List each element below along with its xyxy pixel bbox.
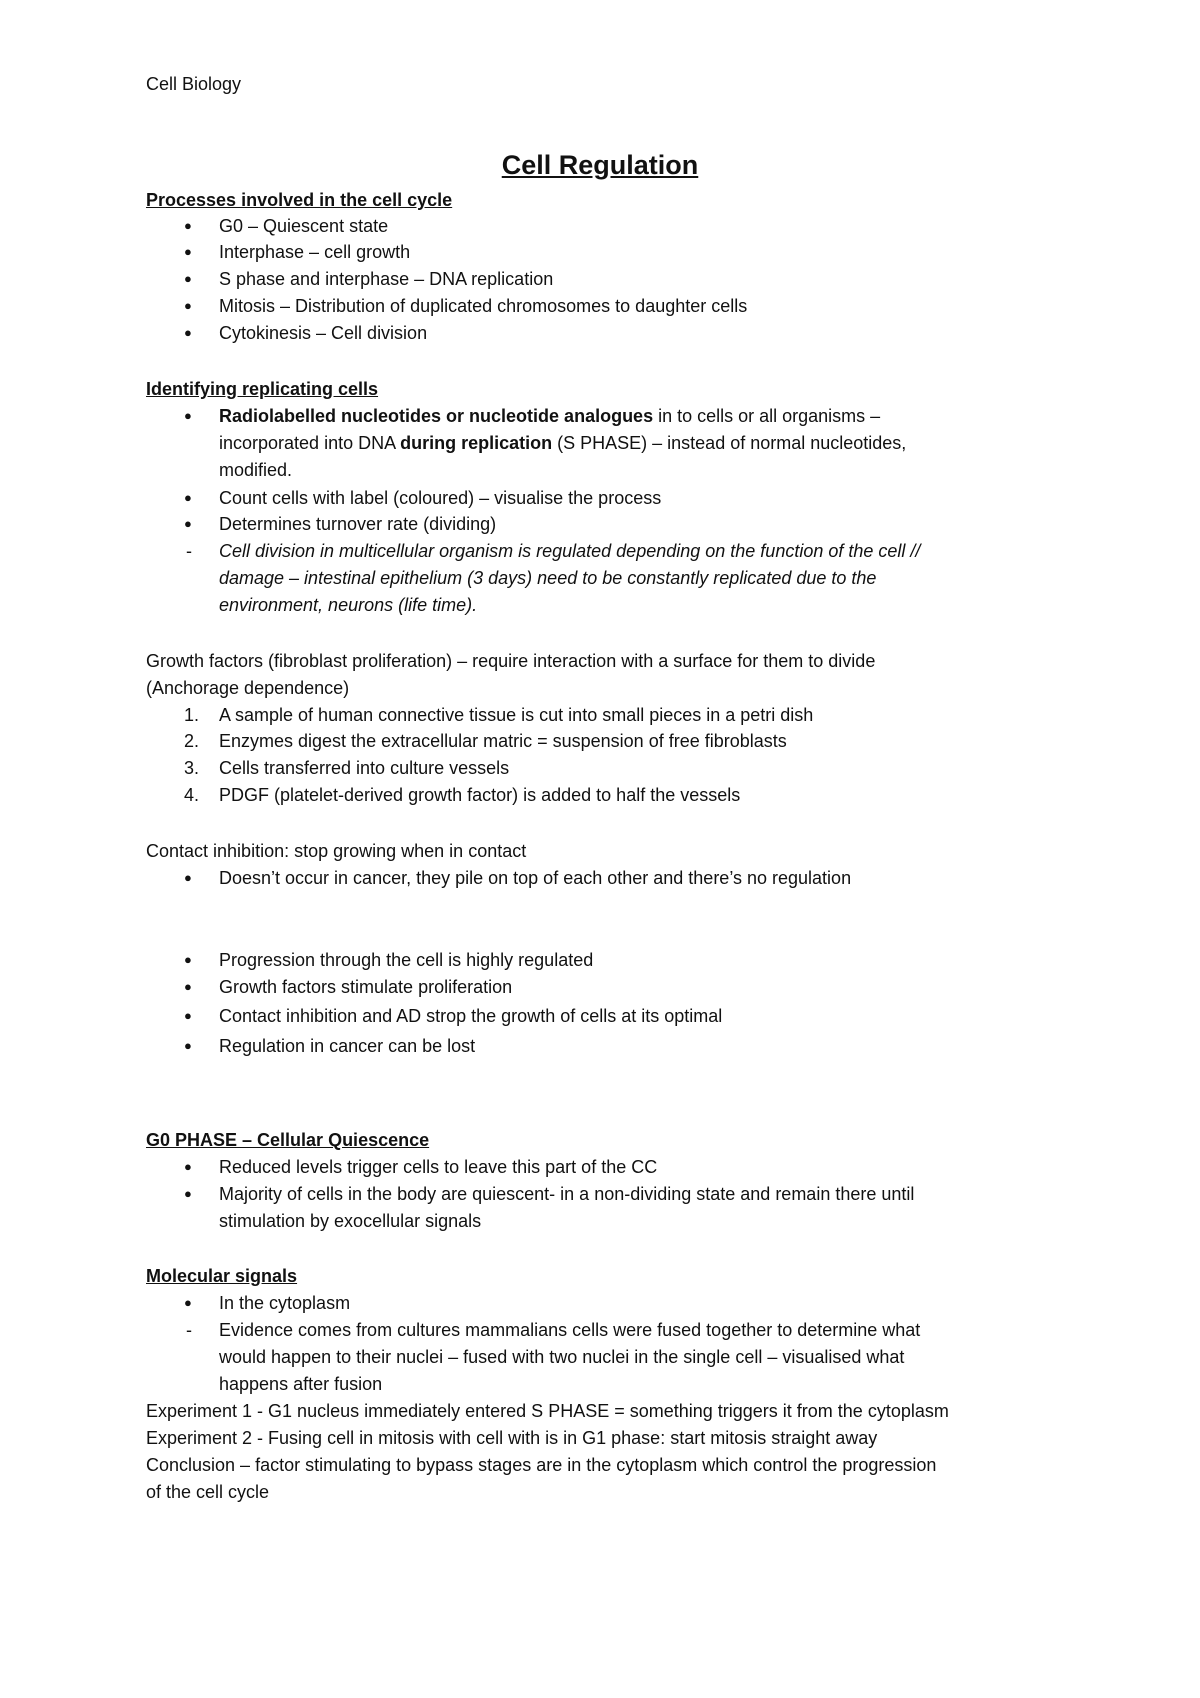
bullet-icon: ●	[184, 870, 192, 885]
list-item-continuation: stimulation by exocellular signals	[219, 1211, 482, 1231]
numbered-item: PDGF (platelet-derived growth factor) is added to half the vessels	[219, 785, 741, 805]
bullet-icon: ●	[184, 490, 192, 505]
bullet-icon: ●	[184, 1295, 192, 1310]
list-item-continuation: happens after fusion	[219, 1374, 383, 1394]
step-number: 1.	[184, 705, 200, 725]
text: in to cells or all organisms –	[653, 406, 881, 426]
page-header: Cell Biology	[146, 74, 242, 94]
bullet-icon: ●	[184, 979, 192, 994]
list-item-continuation: environment, neurons (life time).	[219, 595, 478, 615]
bullet-icon: ●	[184, 1008, 192, 1023]
list-item: Regulation in cancer can be lost	[219, 1036, 476, 1056]
step-number: 3.	[184, 758, 200, 778]
step-number: 2.	[184, 731, 200, 751]
text: (S PHASE) – instead of normal nucleotides,	[552, 433, 907, 453]
bold-text: during replication	[400, 433, 553, 453]
list-item: Majority of cells in the body are quiescent- in a non-dividing state and remain there until	[219, 1184, 915, 1204]
bullet-icon: ●	[184, 244, 192, 259]
bullet-icon: ●	[184, 325, 192, 340]
bullet-icon: ●	[184, 271, 192, 286]
text: incorporated into DNA	[219, 433, 401, 453]
list-item: G0 – Quiescent state	[219, 216, 389, 236]
numbered-item: Enzymes digest the extracellular matric = suspension of free fibroblasts	[219, 731, 787, 751]
bullet-icon: ●	[184, 1186, 192, 1201]
bullet-icon: ●	[184, 408, 192, 423]
list-item: Reduced levels trigger cells to leave this part of the CC	[219, 1157, 658, 1177]
list-item	[219, 404, 880, 428]
section-heading-cell-cycle: Processes involved in the cell cycle	[146, 190, 453, 210]
list-item-continuation	[219, 431, 906, 455]
paragraph-line: Experiment 1 - G1 nucleus immediately entered S PHASE = something triggers it from the cytoplasm	[146, 1401, 949, 1421]
list-item-continuation: damage – intestinal epithelium (3 days) need to be constantly replicated due to the	[219, 568, 877, 588]
list-item: Progression through the cell is highly regulated	[219, 950, 594, 970]
numbered-item: A sample of human connective tissue is cut into small pieces in a petri dish	[219, 705, 814, 725]
list-item: Growth factors stimulate proliferation	[219, 977, 513, 997]
list-item: Determines turnover rate (dividing)	[219, 514, 497, 534]
bullet-icon: ●	[184, 298, 192, 313]
bullet-icon: ●	[184, 952, 192, 967]
list-item: Interphase – cell growth	[219, 242, 411, 262]
list-item: S phase and interphase – DNA replication	[219, 269, 554, 289]
list-item-continuation: modified.	[219, 460, 293, 480]
section-heading-g0-phase: G0 PHASE – Cellular Quiescence	[146, 1130, 430, 1150]
step-number: 4.	[184, 785, 200, 805]
dash-marker: -	[186, 1320, 192, 1340]
bold-text: Radiolabelled nucleotides or nucleotide analogues	[219, 406, 654, 426]
bullet-icon: ●	[184, 1038, 192, 1053]
paragraph-line: Growth factors (fibroblast proliferation) – require interaction with a surface for them to divide	[146, 651, 876, 671]
section-heading-replicating-cells: Identifying replicating cells	[146, 379, 379, 399]
bullet-icon: ●	[184, 1159, 192, 1174]
list-item: Doesn’t occur in cancer, they pile on top of each other and there’s no regulation	[219, 868, 852, 888]
bullet-icon: ●	[184, 218, 192, 233]
list-item: Mitosis – Distribution of duplicated chromosomes to daughter cells	[219, 296, 748, 316]
paragraph-line: (Anchorage dependence)	[146, 678, 350, 698]
list-item: Count cells with label (coloured) – visualise the process	[219, 488, 662, 508]
list-item-continuation: would happen to their nuclei – fused with two nuclei in the single cell – visualised what	[219, 1347, 905, 1367]
list-item: In the cytoplasm	[219, 1293, 351, 1313]
document-title: Cell Regulation	[501, 150, 699, 180]
section-heading-molecular-signals: Molecular signals	[146, 1266, 298, 1286]
bullet-icon: ●	[184, 516, 192, 531]
numbered-item: Cells transferred into culture vessels	[219, 758, 510, 778]
paragraph-line: Conclusion – factor stimulating to bypass stages are in the cytoplasm which control the progression	[146, 1455, 937, 1475]
list-item: Cytokinesis – Cell division	[219, 323, 428, 343]
list-item: Evidence comes from cultures mammalians cells were fused together to determine what	[219, 1320, 921, 1340]
paragraph-line: Experiment 2 - Fusing cell in mitosis with cell with is in G1 phase: start mitosis straight away	[146, 1428, 878, 1448]
list-item: Contact inhibition and AD strop the growth of cells at its optimal	[219, 1006, 723, 1026]
paragraph-line: Contact inhibition: stop growing when in contact	[146, 841, 527, 861]
dash-marker: -	[186, 541, 192, 561]
paragraph-line: of the cell cycle	[146, 1482, 270, 1502]
list-item: Cell division in multicellular organism is regulated depending on the function of the cell //	[219, 541, 921, 561]
